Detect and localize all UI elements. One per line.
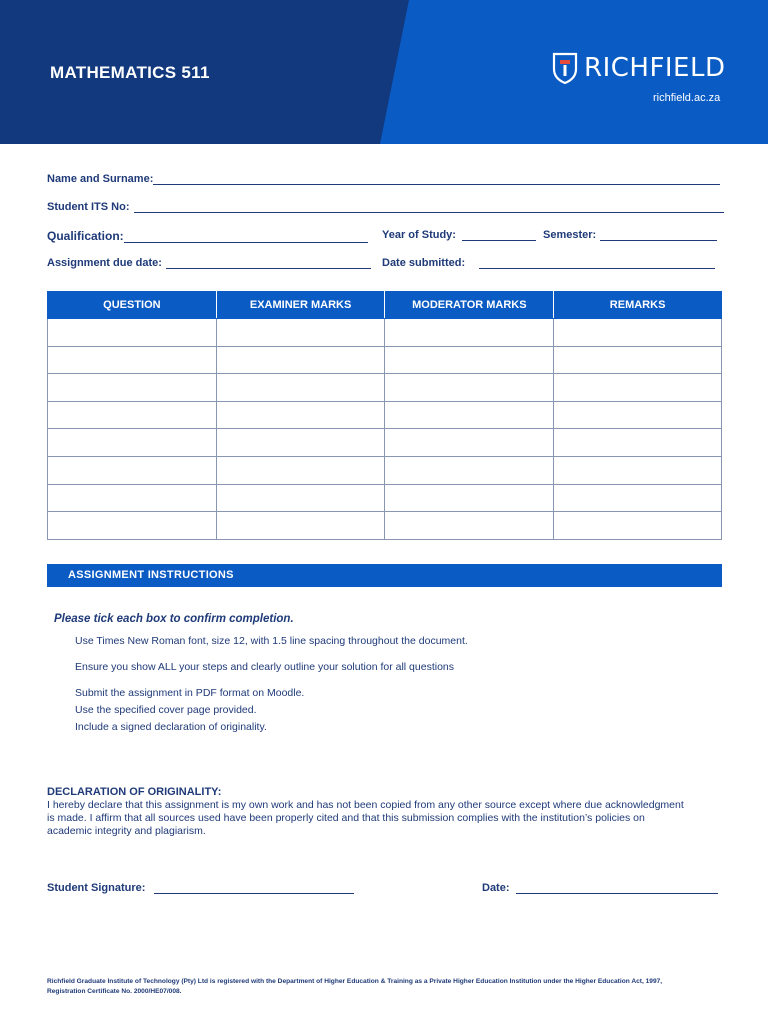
semester-field-row [543,229,717,241]
table-cell[interactable] [554,429,722,457]
instruction-item: Include a signed declaration of originality. [75,721,267,733]
table-cell[interactable] [554,401,722,429]
instruction-item: Use Times New Roman font, size 12, with 1.5 line spacing throughout the document. [75,635,468,647]
signature-line[interactable] [154,882,354,894]
table-cell[interactable] [216,374,385,402]
table-header-row [48,292,722,319]
table-cell[interactable] [48,484,217,512]
table-cell[interactable] [554,456,722,484]
table-row [48,401,722,429]
header-moderator-marks: MODERATOR MARKS [385,292,554,319]
table-cell[interactable] [216,456,385,484]
signature-label: Student Signature: [47,882,146,894]
table-cell[interactable] [385,401,554,429]
instructions-section-bar: ASSIGNMENT INSTRUCTIONS [47,564,722,587]
table-row [48,429,722,457]
qualification-field-row [47,229,368,243]
table-body [48,319,722,540]
year-line[interactable] [462,229,536,241]
table-cell[interactable] [216,346,385,374]
brand-url: richfield.ac.za [653,92,721,104]
table-cell[interactable] [385,429,554,457]
due-field-row [47,257,371,269]
signature-date-line[interactable] [516,882,718,894]
table-cell[interactable] [216,429,385,457]
name-label: Name and Surname: [47,173,154,185]
marks-table [47,291,722,540]
table-row [48,346,722,374]
table-cell[interactable] [48,401,217,429]
year-field-row [382,229,536,241]
course-title: MATHEMATICS 511 [50,63,210,82]
instruction-item: Use the specified cover page provided. [75,704,257,716]
table-cell[interactable] [216,401,385,429]
table-cell[interactable] [48,429,217,457]
table-cell[interactable] [554,374,722,402]
brand-name: RICHFIELD [584,53,726,83]
table-row [48,512,722,540]
table-cell[interactable] [385,512,554,540]
declaration-text: I hereby declare that this assignment is my own work and has not been copied from any other source except where due acknowledgment is made. I affirm that all sources used have been properly cited and that this submission complies with the institution’s policies on academic integrity and plagiarism. [47,799,684,837]
due-line[interactable] [166,257,371,269]
shield-icon [552,52,578,84]
table-row [48,484,722,512]
signature-date-field-row [482,882,718,894]
student-no-field-row [47,201,724,213]
table-cell[interactable] [216,484,385,512]
due-label: Assignment due date: [47,257,162,269]
page-header [0,0,768,144]
table-cell[interactable] [385,484,554,512]
declaration-title: DECLARATION OF ORIGINALITY: [47,786,222,798]
name-field-row [47,173,720,185]
submitted-line[interactable] [479,257,715,269]
table-cell[interactable] [385,346,554,374]
semester-line[interactable] [600,229,717,241]
table-cell[interactable] [48,512,217,540]
qualification-label: Qualification: [47,229,124,243]
table-cell[interactable] [554,319,722,347]
table-cell[interactable] [385,456,554,484]
table-cell[interactable] [48,346,217,374]
tick-note: Please tick each box to confirm completion. [54,613,294,625]
table-cell[interactable] [216,512,385,540]
table-cell[interactable] [48,319,217,347]
year-label: Year of Study: [382,229,456,241]
semester-label: Semester: [543,229,597,241]
qualification-line[interactable] [124,231,368,243]
submitted-label: Date submitted: [382,257,466,269]
table-cell[interactable] [216,319,385,347]
table-cell[interactable] [554,484,722,512]
table-cell[interactable] [48,456,217,484]
signature-date-label: Date: [482,882,510,894]
table-cell[interactable] [554,346,722,374]
table-cell[interactable] [385,319,554,347]
table-row [48,319,722,347]
table-row [48,374,722,402]
instruction-item: Ensure you show ALL your steps and clearly outline your solution for all questions [75,661,454,673]
signature-field-row [47,882,354,894]
student-no-label: Student ITS No: [47,201,130,213]
submitted-field-row [382,257,715,269]
table-row [48,456,722,484]
instruction-item: Submit the assignment in PDF format on Moodle. [75,687,305,699]
table-cell[interactable] [48,374,217,402]
table-cell[interactable] [385,374,554,402]
name-line[interactable] [153,173,720,185]
footer-text: Richfield Graduate Institute of Technology (Pty) Ltd is registered with the Department of Higher Education & Training as a Private Higher Education Institution under the Higher Education Act, 1997, Registration Certificate No. 2000/HE07/008. [47,978,663,995]
table-cell[interactable] [554,512,722,540]
header-question: QUESTION [48,292,217,319]
student-no-line[interactable] [134,201,724,213]
header-remarks: REMARKS [554,292,722,319]
header-examiner-marks: EXAMINER MARKS [216,292,385,319]
richfield-logo [552,52,726,84]
